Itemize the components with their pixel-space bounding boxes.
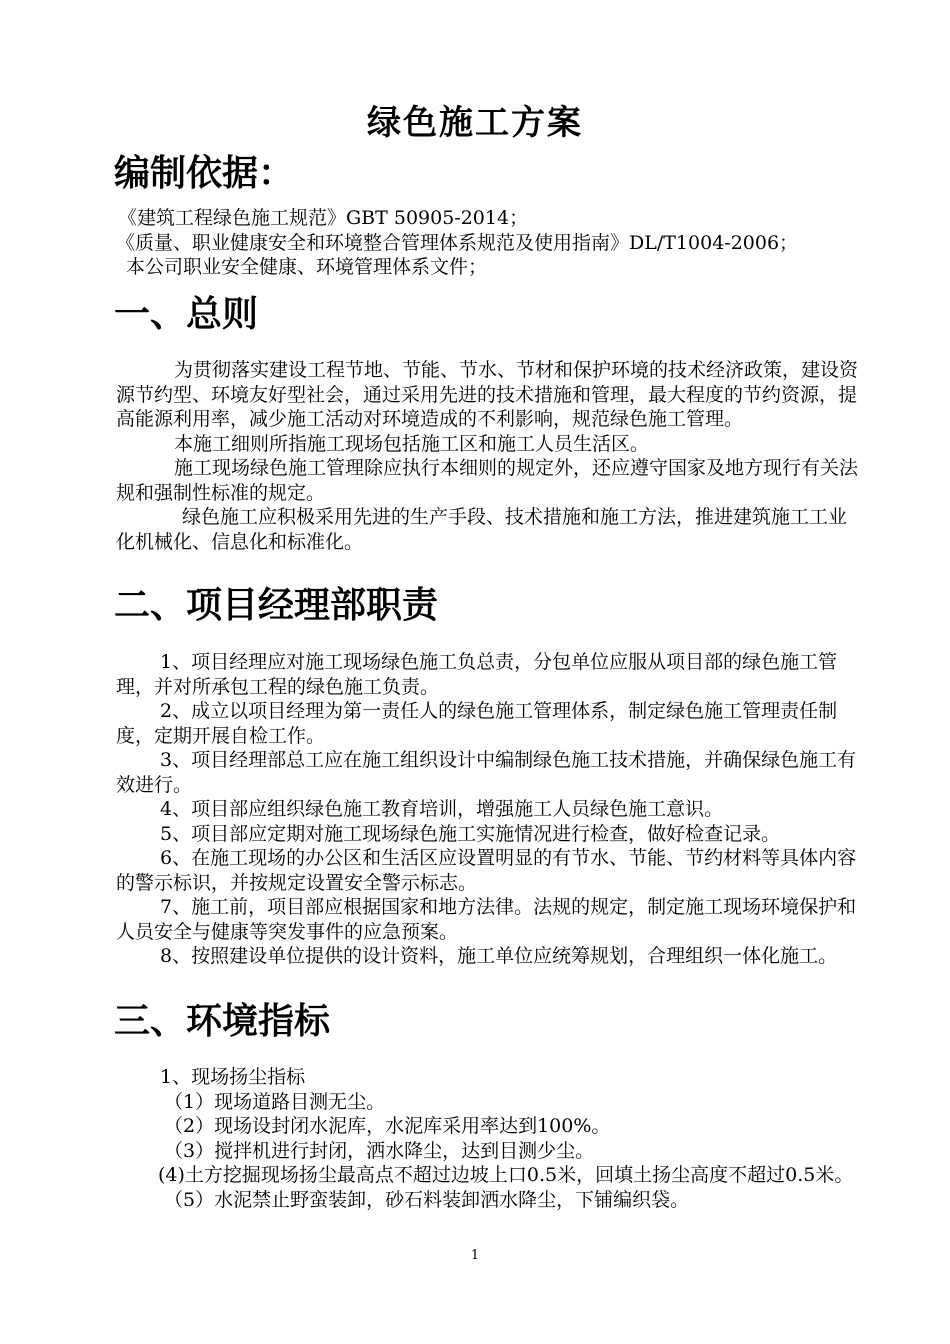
page-number: 1 — [470, 1248, 480, 1263]
list-item: （2）现场设封闭水泥库，水泥库采用率达到100%。 — [164, 1115, 611, 1137]
section-heading: 三、环境指标 — [114, 1001, 331, 1042]
paragraph: 施工现场绿色施工管理除应执行本细则的规定外，还应遵守国家及地方现行有关法规和强制性标准的规定。 — [116, 457, 859, 504]
section-heading: 一、总则 — [114, 294, 259, 335]
subheading: 1、现场扬尘指标 — [160, 1066, 306, 1088]
list-item: （5）水泥禁止野蛮装卸，砂石料装卸洒水降尘，下铺编织袋。 — [164, 1188, 690, 1211]
section-body — [116, 1065, 862, 1212]
basis-line: 本公司职业安全健康、环境管理体系文件； — [126, 256, 488, 278]
section-heading: 二、项目经理部职责 — [114, 585, 439, 626]
list-item: 8、按照建设单位提供的设计资料，施工单位应统筹规划，合理组织一体化施工。 — [160, 945, 838, 967]
document-title: 绿色施工方案 — [367, 103, 583, 143]
basis-list — [116, 206, 862, 280]
list-item: 1、项目经理应对施工现场绿色施工负总责，分包单位应服从项目部的绿色施工管理，并对所承包工程的绿色施工负责。 — [116, 651, 838, 698]
list-item: 6、在施工现场的办公区和生活区应设置明显的有节水、节能、节约材料等具体内容的警示标识，并按规定设置安全警示标志。 — [116, 847, 857, 894]
list-item: 3、项目经理部总工应在施工组织设计中编制绿色施工技术措施，并确保绿色施工有效进行。 — [116, 749, 857, 796]
paragraph: 绿色施工应积极采用先进的生产手段、技术措施和施工方法，推进建筑施工工业化机械化、信息化和标准化。 — [116, 506, 848, 553]
list-item: 2、成立以项目经理为第一责任人的绿色施工管理体系，制定绿色施工管理责任制度，定期开展自检工作。 — [116, 700, 838, 747]
basis-line: 《建筑工程绿色施工规范》GBT 50905-2014； — [118, 207, 529, 229]
basis-heading: 编制依据： — [114, 153, 295, 194]
section-body — [116, 358, 862, 554]
paragraph: 为贯彻落实建设工程节地、节能、节水、节材和保护环境的技术经济政策，建设资源节约型、环境友好型社会，通过采用先进的技术措施和管理，最大程度的节约资源，提高能源利用率，减少施工活动对环境造成的不利影响，规范绿色施工管理。 — [116, 359, 859, 430]
section-body — [116, 650, 862, 969]
paragraph: 本施工细则所指施工现场包括施工区和施工人员生活区。 — [174, 432, 650, 455]
list-item: 4、项目部应组织绿色施工教育培训，增强施工人员绿色施工意识。 — [160, 798, 724, 820]
list-item: （3）搅拌机进行封闭，洒水降尘，达到目测少尘。 — [164, 1139, 595, 1162]
list-item: （1）现场道路目测无尘。 — [164, 1090, 386, 1113]
list-item: 7、施工前，项目部应根据国家和地方法律。法规的规定，制定施工现场环境保护和人员安全与健康等突发事件的应急预案。 — [116, 896, 857, 943]
basis-line: 《质量、职业健康安全和环境整合管理体系规范及使用指南》DL/T1004-2006； — [116, 231, 799, 254]
list-item: (4)土方挖掘现场扬尘最高点不超过边坡上口0.5米，回填土扬尘高度不超过0.5米。 — [158, 1164, 854, 1186]
list-item: 5、项目部应定期对施工现场绿色施工实施情况进行检查，做好检查记录。 — [160, 822, 781, 845]
